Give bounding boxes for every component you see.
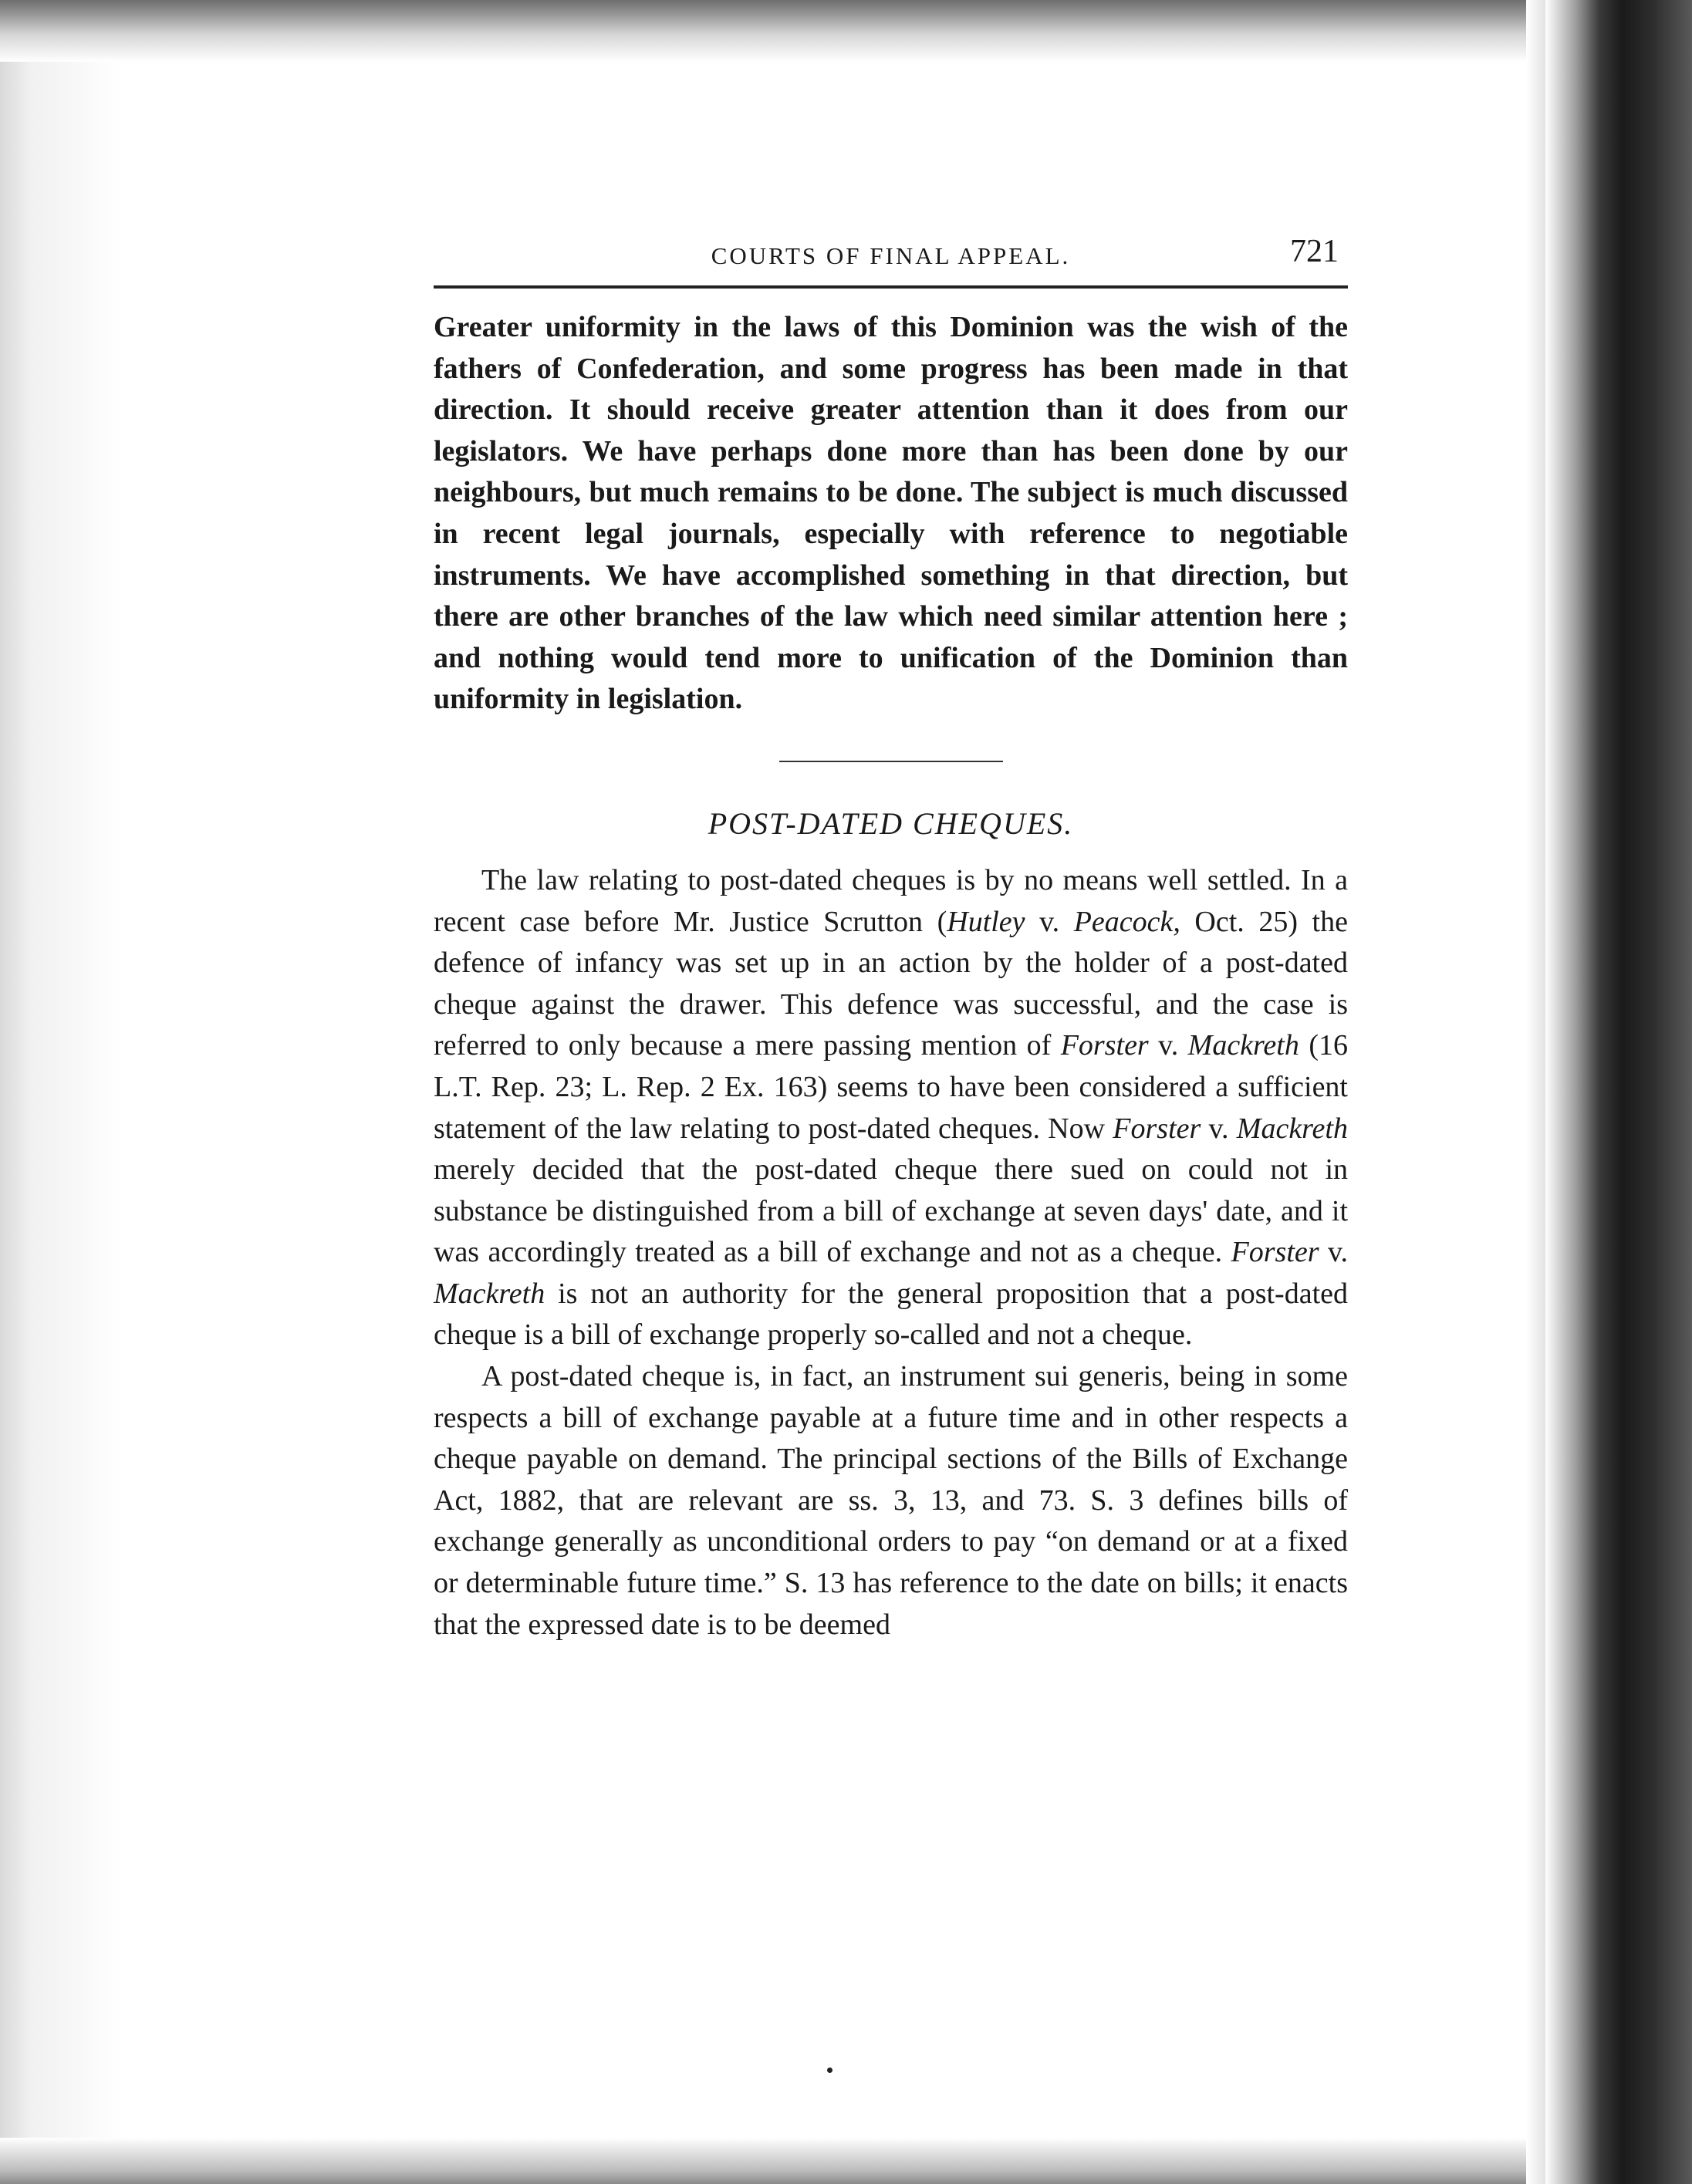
paragraph-sui-generis: A post-dated cheque is, in fact, an instrument sui generis, being in some respects a bill of exchange payable at a future time and in other respects a cheque payable on demand. The principal sections of the Bills of Exchange Act, 1882, that are relevant are ss. 3, 13, and 73. S. 3 defines bills of exchange generally as unconditional orders to pay “on demand or at a fixed or determinable future time.” S. 13 has reference to the date on bills; it enacts that the expressed date is to be deemed — [434, 1360, 1348, 1641]
text-run: Oct. 25) the defence of infancy was set up in an action by the holder of a post-dated cheque against the drawer. This defence was successful, and the case is referred to only because a mere passing mention of — [434, 905, 1348, 1062]
paragraph-law-post-dated — [434, 860, 1348, 1356]
case-name: Forster — [1060, 1029, 1149, 1062]
text-run: is not an authority for the general proposition that a post-dated cheque is a bill of exchange properly so-called and not a cheque. — [434, 1277, 1348, 1352]
text-run: v. — [1319, 1236, 1348, 1269]
page-content — [434, 231, 1348, 1646]
case-name: Mackreth — [1236, 1112, 1348, 1145]
running-title: COURTS OF FINAL APPEAL. — [711, 242, 1071, 269]
text-run: merely decided that the post-dated cheque there sued on could not in substance be distinguished from a bill of exchange at seven days' date, and it was accordingly treated as a bill of exchange and not as a cheque. — [434, 1153, 1348, 1269]
scan-bottom-edge — [0, 2138, 1692, 2184]
text-run: v. — [1025, 905, 1074, 938]
case-name: Hutley — [947, 905, 1025, 938]
section-heading: POST-DATED CHEQUES. — [708, 805, 1074, 841]
case-name: Forster — [1231, 1236, 1319, 1269]
scan-top-edge — [0, 0, 1692, 62]
case-name: Mackreth — [1187, 1029, 1299, 1062]
paragraph-uniformity: Greater uniformity in the laws of this Dominion was the wish of the fathers of Confederation, and some progress has been made in that direction. It should receive greater attention than it does from our legislators. We have perhaps done more than has been done by our neighbours, but much remains to be done. The subject is much discussed in recent legal journals, especially with reference to negotiable instruments. We have accomplished something in that direction, but there are other branches of the law which need similar attention here ; and nothing would tend more to unification of the Dominion than uniformity in legislation. — [434, 311, 1348, 716]
scan-left-edge — [0, 0, 224, 2184]
section-separator — [779, 761, 1003, 762]
page-number: 721 — [1290, 234, 1339, 269]
scan-speck — [827, 2068, 832, 2073]
text-run: (16 L.T. Rep. 23; L. Rep. 2 Ex. 163) seems to have been considered a sufficient statement of the law relating to post-dated cheques. Now — [434, 1029, 1348, 1145]
case-name: Mackreth — [434, 1277, 545, 1310]
case-name: Forster — [1113, 1112, 1201, 1145]
running-head — [434, 231, 1348, 285]
case-name: Peacock, — [1073, 905, 1180, 938]
text-run: v. — [1148, 1029, 1188, 1062]
text-run: v. — [1201, 1112, 1237, 1145]
text-run: The law relating to post-dated cheques is by no means well settled. In a recent case before Mr. Justice Scrutton ( — [434, 863, 1348, 938]
header-rule — [434, 285, 1348, 289]
scan-gutter-shadow — [1526, 0, 1545, 2184]
scan-right-book-edge — [1545, 0, 1692, 2184]
